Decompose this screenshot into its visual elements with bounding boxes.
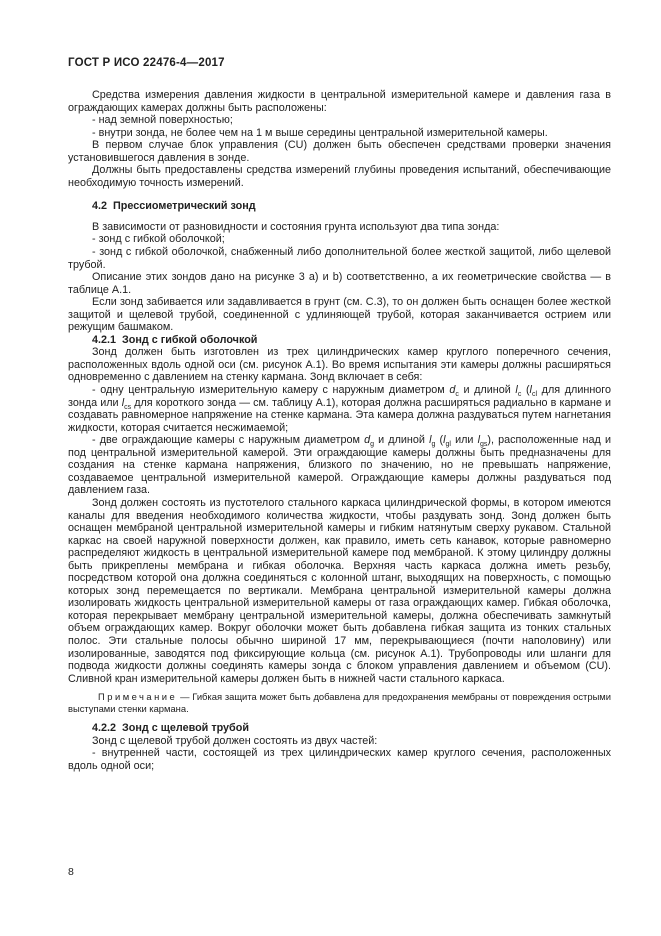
paragraph: - внутри зонда, не более чем на 1 м выше середины центральной измерительной камеры.	[92, 126, 548, 139]
document-body	[68, 89, 611, 773]
section-heading: 4.2.2 Зонд с щелевой трубой	[92, 722, 249, 735]
paragraph: Должны быть предоставлены средства измерений глубины проведения испытаний, обеспечивающие необходимую точность измерений.	[68, 164, 611, 189]
paragraph: Средства измерения давления жидкости в центральной измерительной камере и давления газа в ограждающих камерах должны быть расположены:	[68, 89, 611, 114]
page-number: 8	[68, 866, 74, 878]
note-paragraph: Примечание — Гибкая защита может быть добавлена для предохранения мембраны от повреждения острыми выступами стенки кармана.	[68, 691, 611, 714]
paragraph: - внутренней части, состоящей из трех цилиндрических камер круглого сечения, расположенных вдоль одной оси;	[68, 747, 611, 772]
paragraph: - две ограждающие камеры с наружным диаметром $d_g$ и длиной $l_g$ ($l_{gl}$ или $l_{gs}$), расположенные над и под центральной измерительной камерой. Эти ограждающие камеры должны быть предназначены для создания на стенке кармана напряжения, близкого по значению, но не превышать напряжение, создаваемое центральной измерительной камерой. Ограждающие камеры должны раздуваться под давлением газа.	[68, 434, 611, 497]
paragraph: В зависимости от разновидности и состояния грунта используют два типа зонда:	[92, 220, 500, 233]
paragraph: Зонд должен состоять из пустотелого стального каркаса цилиндрической формы, в котором имеются каналы для введения необходимого количества жидкости, чтобы раздувать зонд. Зонд должен быть оснащен мембраной центральной измерительной камеры и гибким натянутым сверху рукавом. Стальной каркас на своей наружной поверхности должен, как правило, иметь сеть канавок, которые равномерно распределяют жидкость в центральной измерительной камере под мембраной. К этому цилиндру должны быть прикреплены мембрана и гибкая оболочка. Верхняя часть каркаса должна иметь резьбу, посредством которой она должна соединяться с колонной штанг, выходящих на поверхность, с помощью которых зонд перемещается по вертикали. Мембрана центральной измерительной камеры должна изолировать жидкость центральной измерительной камеры от газа ограждающих камер. Гибкая оболочка, которая перекрывает мембрану центральной измерительной камеры, должна обеспечивать замкнутый объем ограждающих камер. Вокруг оболочки может быть добавлена гибкая защита из тонких стальных полос. Эти стальные полосы обычно шириной 17 мм, перекрывающиеся (почти наполовину) или изолированные, заводятся под фиксирующие кольца (см. рисунок А.1). Трубопроводы или шланги для подвода жидкости должны соединять камеры зонда с блоком управления давлением и объемом (CU). Сливной кран измерительной камеры должен быть в нижней части стального каркаса.	[68, 496, 611, 685]
standard-number-header: ГОСТ Р ИСО 22476-4—2017	[68, 57, 225, 69]
paragraph: В первом случае блок управления (CU) должен быть обеспечен средствами проверки значения установившегося давления в зонде.	[68, 139, 611, 164]
section-heading: 4.2 Прессиометрический зонд	[92, 200, 256, 213]
paragraph: Описание этих зондов дано на рисунке 3 a) и b) соответственно, а их геометрические свойства — в таблице А.1.	[68, 271, 611, 296]
paragraph: Если зонд забивается или задавливается в грунт (см. С.3), то он должен быть оснащен более жесткой защитой и щелевой трубой, соединенной с удлиняющей трубой, которая заканчивается острием или режущим башмаком.	[68, 296, 611, 334]
paragraph: - зонд с гибкой оболочкой, снабженный либо дополнительной более жесткой защитой, либо щелевой трубой.	[68, 246, 611, 271]
section-heading: 4.2.1 Зонд с гибкой оболочкой	[92, 333, 258, 346]
paragraph: - одну центральную измерительную камеру с наружным диаметром $d_c$ и длиной $l_c$ ($l_{cl}$ для длинного зонда или $l_{cs}$ для короткого зонда — см. таблицу А.1), которая должна расширяться радиально в кармане и создавать равномерное напряжение на стенке кармана. Эта камера должна раздуваться путем нагнетания жидкости, которая считается несжимаемой;	[68, 384, 611, 434]
paragraph: - над земной поверхностью;	[92, 114, 233, 127]
paragraph: - зонд с гибкой оболочкой;	[92, 233, 225, 246]
paragraph: Зонд должен быть изготовлен из трех цилиндрических камер круглого поперечного сечения, расположенных вдоль одной оси (см. рисунок А.1). Во время испытания эти камеры должны расширяться одновременно с давлением на стенку кармана. Зонд включает в себя:	[68, 346, 611, 384]
paragraph: Зонд с щелевой трубой должен состоять из двух частей:	[92, 734, 378, 747]
